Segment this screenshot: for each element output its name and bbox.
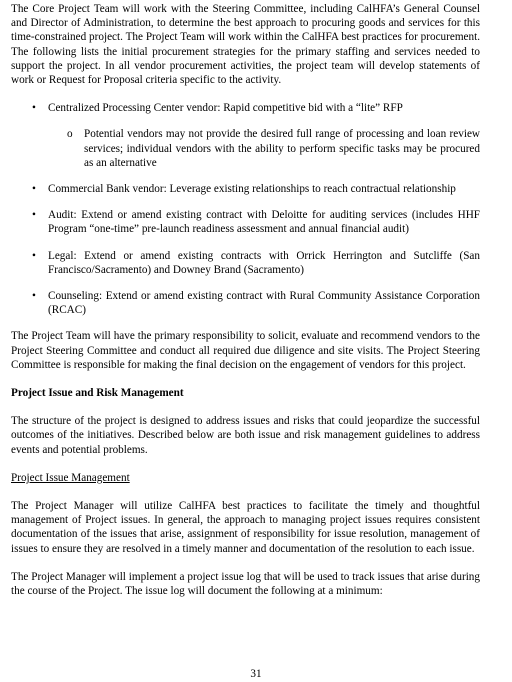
document-page	[11, 2, 480, 598]
list-item-legal	[11, 249, 480, 277]
list-item-text: Counseling: Extend or amend existing contract with Rural Community Assistance Corporation (RCAC)	[48, 290, 480, 317]
sub-bullet-marker: o	[67, 128, 73, 141]
issue-management-paragraph: The Project Manager will utilize CalHFA best practices to facilitate the timely and thoughtful management of Project issues. In general, the approach to managing project issues requires consistent documentation of the issues that arise, assignment of responsibility for issue resolution, management of issues to ensure they are resolved in a timely manner and documentation of the resolution to each issue.	[11, 500, 480, 555]
list-item-counseling	[11, 289, 480, 317]
bullet-marker: •	[32, 290, 36, 303]
bullet-marker: •	[32, 209, 36, 222]
list-item-commercial-bank	[11, 182, 480, 196]
procurement-strategy-list	[11, 101, 480, 317]
team-responsibility-paragraph: The Project Team will have the primary responsibility to solicit, evaluate and recommend vendors to the Project Steering Committee and conduct all required due diligence and site visits. The Project Steering Committee is responsible for making the final decision on the engagement of vendors for this project.	[11, 330, 480, 371]
subsection-heading: Project Issue Management	[11, 471, 130, 484]
list-item-audit	[11, 208, 480, 236]
list-item-processing-center	[11, 101, 480, 170]
structure-paragraph: The structure of the project is designed to address issues and risks that could jeopardize the successful outcomes of the initiatives. Described below are both issue and risk management guidelines to address events and potential problems.	[11, 415, 480, 456]
page-number: 31	[250, 668, 262, 680]
sub-list-item	[48, 127, 480, 170]
list-item-text: Audit: Extend or amend existing contract with Deloitte for auditing services (includes HHF Program “one-time” pre-launch readiness assessment and annual financial audit)	[48, 209, 480, 236]
list-item-text: Centralized Processing Center vendor: Rapid competitive bid with a “lite” RFP	[48, 102, 403, 115]
bullet-marker: •	[32, 249, 36, 262]
section-heading: Project Issue and Risk Management	[11, 387, 184, 400]
issue-log-paragraph: The Project Manager will implement a project issue log that will be used to track issues that arise during the course of the Project. The issue log will document the following at a minimum:	[11, 570, 480, 598]
sub-list-item-text: Potential vendors may not provide the desired full range of processing and loan review services; individual vendors with the ability to perform specific tasks may be procured as an alternative	[84, 128, 480, 169]
bullet-marker: •	[32, 183, 36, 196]
list-item-text: Legal: Extend or amend existing contracts with Orrick Herrington and Sutcliffe (San Francisco/Sacramento) and Downey Brand (Sacramento)	[48, 249, 480, 276]
list-item-text: Commercial Bank vendor: Leverage existing relationships to reach contractual relationship	[48, 183, 456, 196]
sub-list	[48, 127, 480, 170]
intro-paragraph: The Core Project Team will work with the Steering Committee, including CalHFA’s General Counsel and Director of Administration, to determine the best approach to procuring goods and services for this time-constrained project. The Project Team will work within the CalHFA best practices for procurement. The following lists the initial procurement strategies for the primary staffing and services needed to support the project. In all vendor procurement activities, the project team will develop statements of work or Request for Proposal criteria specific to the activity.	[11, 3, 480, 87]
bullet-marker: •	[32, 102, 36, 115]
